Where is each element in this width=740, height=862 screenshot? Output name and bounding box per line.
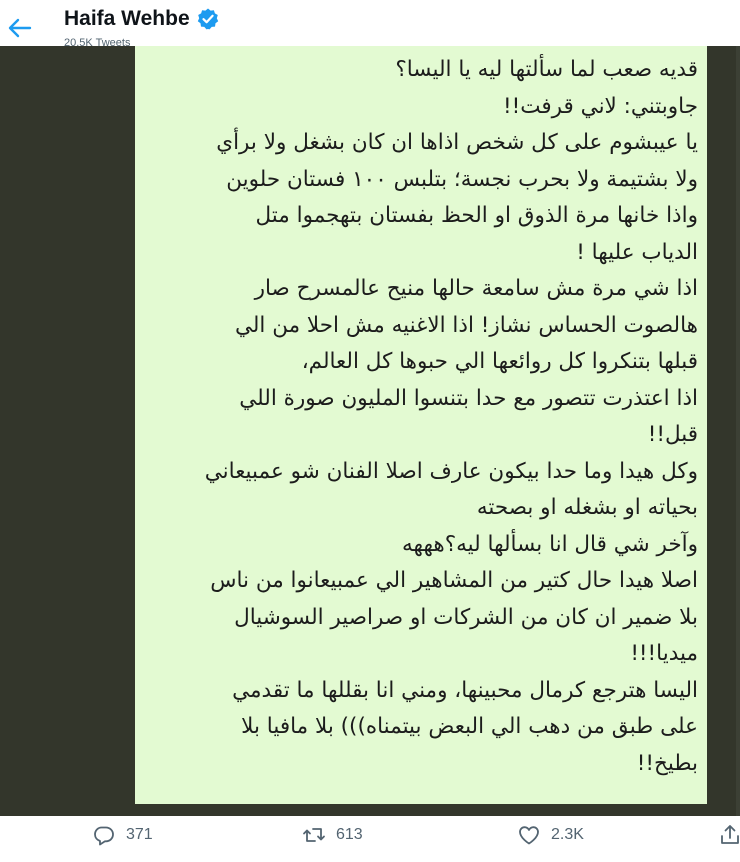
image-text-line: قبل!! <box>647 422 698 447</box>
like-count: 2.3K <box>551 826 584 843</box>
image-text-line: على طبق من دهب الي البعض بيتمناه))) بلا مافيا بلا <box>241 714 698 739</box>
reply-button[interactable] <box>92 823 153 847</box>
image-text-line: ولا بشتيمة ولا بحرب نجسة؛ بتلبس ١٠٠ فستان حلوين <box>226 166 698 192</box>
image-text-line: جاوبتني: لاني قرفت!! <box>503 93 698 119</box>
image-text-line: اليسا هترجع كرمال محبينها، ومني انا بقللها ما تقدمي <box>232 677 698 703</box>
image-text-line: بحياته او بشغله او بصحته <box>476 495 698 520</box>
retweet-button[interactable] <box>302 823 363 847</box>
reply-count: 371 <box>126 826 153 843</box>
image-text-line: الدياب عليها ! <box>576 239 698 265</box>
image-text-line: قبلها بتنكروا كل روائعها الي حبوها كل العالم، <box>301 349 698 374</box>
like-icon <box>517 823 541 847</box>
share-icon <box>718 823 740 847</box>
profile-name-row <box>64 7 220 31</box>
image-text-line: اذا شي مرة مش سامعة حالها منيح عالمسرح صار <box>254 276 698 301</box>
like-button[interactable] <box>517 823 584 847</box>
share-button[interactable] <box>718 823 740 847</box>
image-text-line: ميديا!!! <box>630 641 698 666</box>
tweet-count: 20.5K Tweets <box>64 37 131 46</box>
scrollbar[interactable] <box>736 46 740 816</box>
image-text-line: اذا اعتذرت تتصور مع حدا بتنسوا المليون صورة اللي <box>239 385 698 411</box>
reply-icon <box>92 823 116 847</box>
display-name[interactable]: Haifa Wehbe <box>64 7 190 30</box>
profile-header <box>0 0 740 47</box>
retweet-count: 613 <box>336 826 363 843</box>
retweet-icon <box>302 823 326 847</box>
image-text-line: واذا خانها مرة الذوق او الحظ بفستان بتهجموا متل <box>255 203 698 228</box>
tweet-action-bar <box>0 816 740 862</box>
image-text-line: هالصوت الحساس نشاز! اذا الاغنيه مش احلا من الي <box>234 312 698 338</box>
image-text-line: وكل هيدا وما حدا بيكون عارف اصلا الفنان شو عمبيعاني <box>204 458 698 484</box>
image-text-line: وآخر شي قال انا بسألها ليه؟هههه <box>402 531 698 557</box>
verified-badge-icon <box>196 7 220 31</box>
back-arrow-icon[interactable] <box>6 16 32 40</box>
image-text-line: قديه صعب لما سألتها ليه يا اليسا؟ <box>395 57 698 82</box>
image-text-line: بلا ضمير ان كان من الشركات او صراصير السوشيال <box>234 604 698 630</box>
post-image-text <box>150 52 698 782</box>
image-text-line: بطيخ!! <box>636 750 698 776</box>
image-text-line: اصلا هيدا حال كتير من المشاهير الي عمبيعانوا من ناس <box>210 568 698 593</box>
image-text-line: يا عيبشوم على كل شخص اذاها ان كان بشغل ولا برأي <box>216 130 698 155</box>
